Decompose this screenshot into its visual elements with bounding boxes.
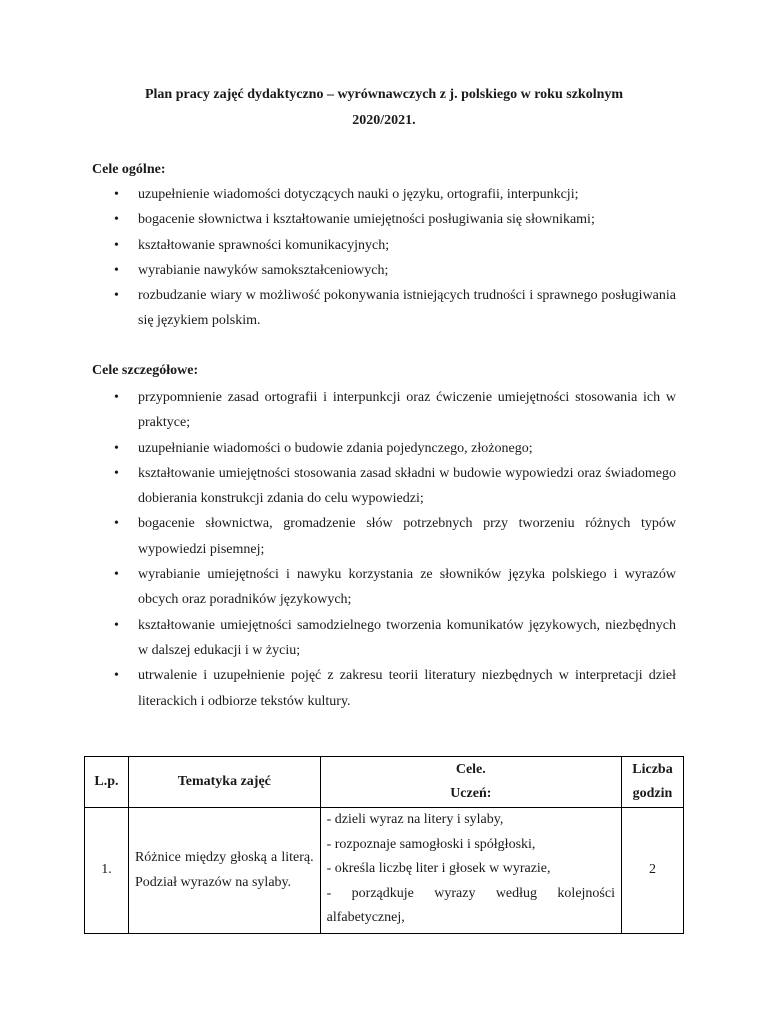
header-hours	[621, 757, 683, 808]
list-item: • kształtowanie sprawności komunikacyjnych;	[92, 233, 676, 258]
list-item: • utrwalenie i uzupełnienie pojęć z zakresu teorii literatury niezbędnych w interpretacji dzieł literackich i odbiorze tekstów kultury.	[92, 663, 676, 714]
document-title	[92, 82, 676, 134]
cell-goals	[320, 808, 621, 934]
list-item: • uzupełnienie wiadomości dotyczących nauki o języku, ortografii, interpunkcji;	[92, 182, 676, 207]
cell-topic: Różnice między głoską a literą. Podział wyrazów na sylaby.	[128, 808, 320, 934]
table-row	[85, 808, 684, 934]
header-goals-line-1: Cele.	[455, 762, 486, 777]
header-hours-line-1: Liczba	[632, 762, 673, 777]
goal-line: - dzieli wyraz na litery i sylaby,	[326, 812, 504, 827]
general-goals-list	[92, 182, 676, 334]
header-hours-line-2: godzin	[632, 786, 673, 801]
list-item: • wyrabianie nawyków samokształceniowych;	[92, 258, 676, 283]
cell-hours: 2	[621, 808, 683, 934]
list-item: • kształtowanie umiejętności samodzielnego tworzenia komunikatów językowych, niezbędnych w dalszej edukacji i w życiu;	[92, 613, 676, 664]
header-goals	[320, 757, 621, 808]
goal-line: - określa liczbę liter i głosek w wyrazie,	[326, 861, 551, 876]
title-line-2: 2020/2021.	[352, 113, 416, 128]
list-item: • przypomnienie zasad ortografii i interpunkcji oraz ćwiczenie umiejętności stosowania ich w praktyce;	[92, 385, 676, 436]
specific-goals-list	[92, 385, 676, 714]
header-lp: L.p.	[85, 757, 129, 808]
title-line-1: Plan pracy zajęć dydaktyczno – wyrównawczych z j. polskiego w roku szkolnym	[144, 87, 624, 102]
specific-goals-heading: Cele szczegółowe:	[92, 363, 199, 378]
list-item: • kształtowanie umiejętności stosowania zasad składni w budowie wypowiedzi oraz świadomego dobierania konstrukcji zdania do celu wypowiedzi;	[92, 461, 676, 512]
lesson-plan-table	[84, 756, 684, 934]
goal-line: - rozpoznaje samogłoski i spółgłoski,	[326, 836, 536, 852]
header-goals-line-2: Uczeń:	[450, 786, 492, 801]
cell-lp: 1.	[85, 808, 129, 934]
list-item: • uzupełnianie wiadomości o budowie zdania pojedynczego, złożonego;	[92, 436, 676, 461]
header-topic: Tematyka zajęć	[128, 757, 320, 808]
table-header-row	[85, 757, 684, 808]
list-item: • wyrabianie umiejętności i nawyku korzystania ze słowników języka polskiego i wyrazów obcych oraz poradników językowych;	[92, 562, 676, 613]
general-goals-heading: Cele ogólne:	[92, 162, 166, 177]
goal-line: - porządkuje wyrazy według kolejności alfabetycznej,	[326, 885, 615, 925]
list-item: • bogacenie słownictwa, gromadzenie słów potrzebnych przy tworzeniu różnych typów wypowiedzi pisemnej;	[92, 511, 676, 562]
list-item: • bogacenie słownictwa i kształtowanie umiejętności posługiwania się słownikami;	[92, 207, 676, 232]
list-item: • rozbudzanie wiary w możliwość pokonywania istniejących trudności i sprawnego posługiwania się językiem polskim.	[92, 283, 676, 334]
